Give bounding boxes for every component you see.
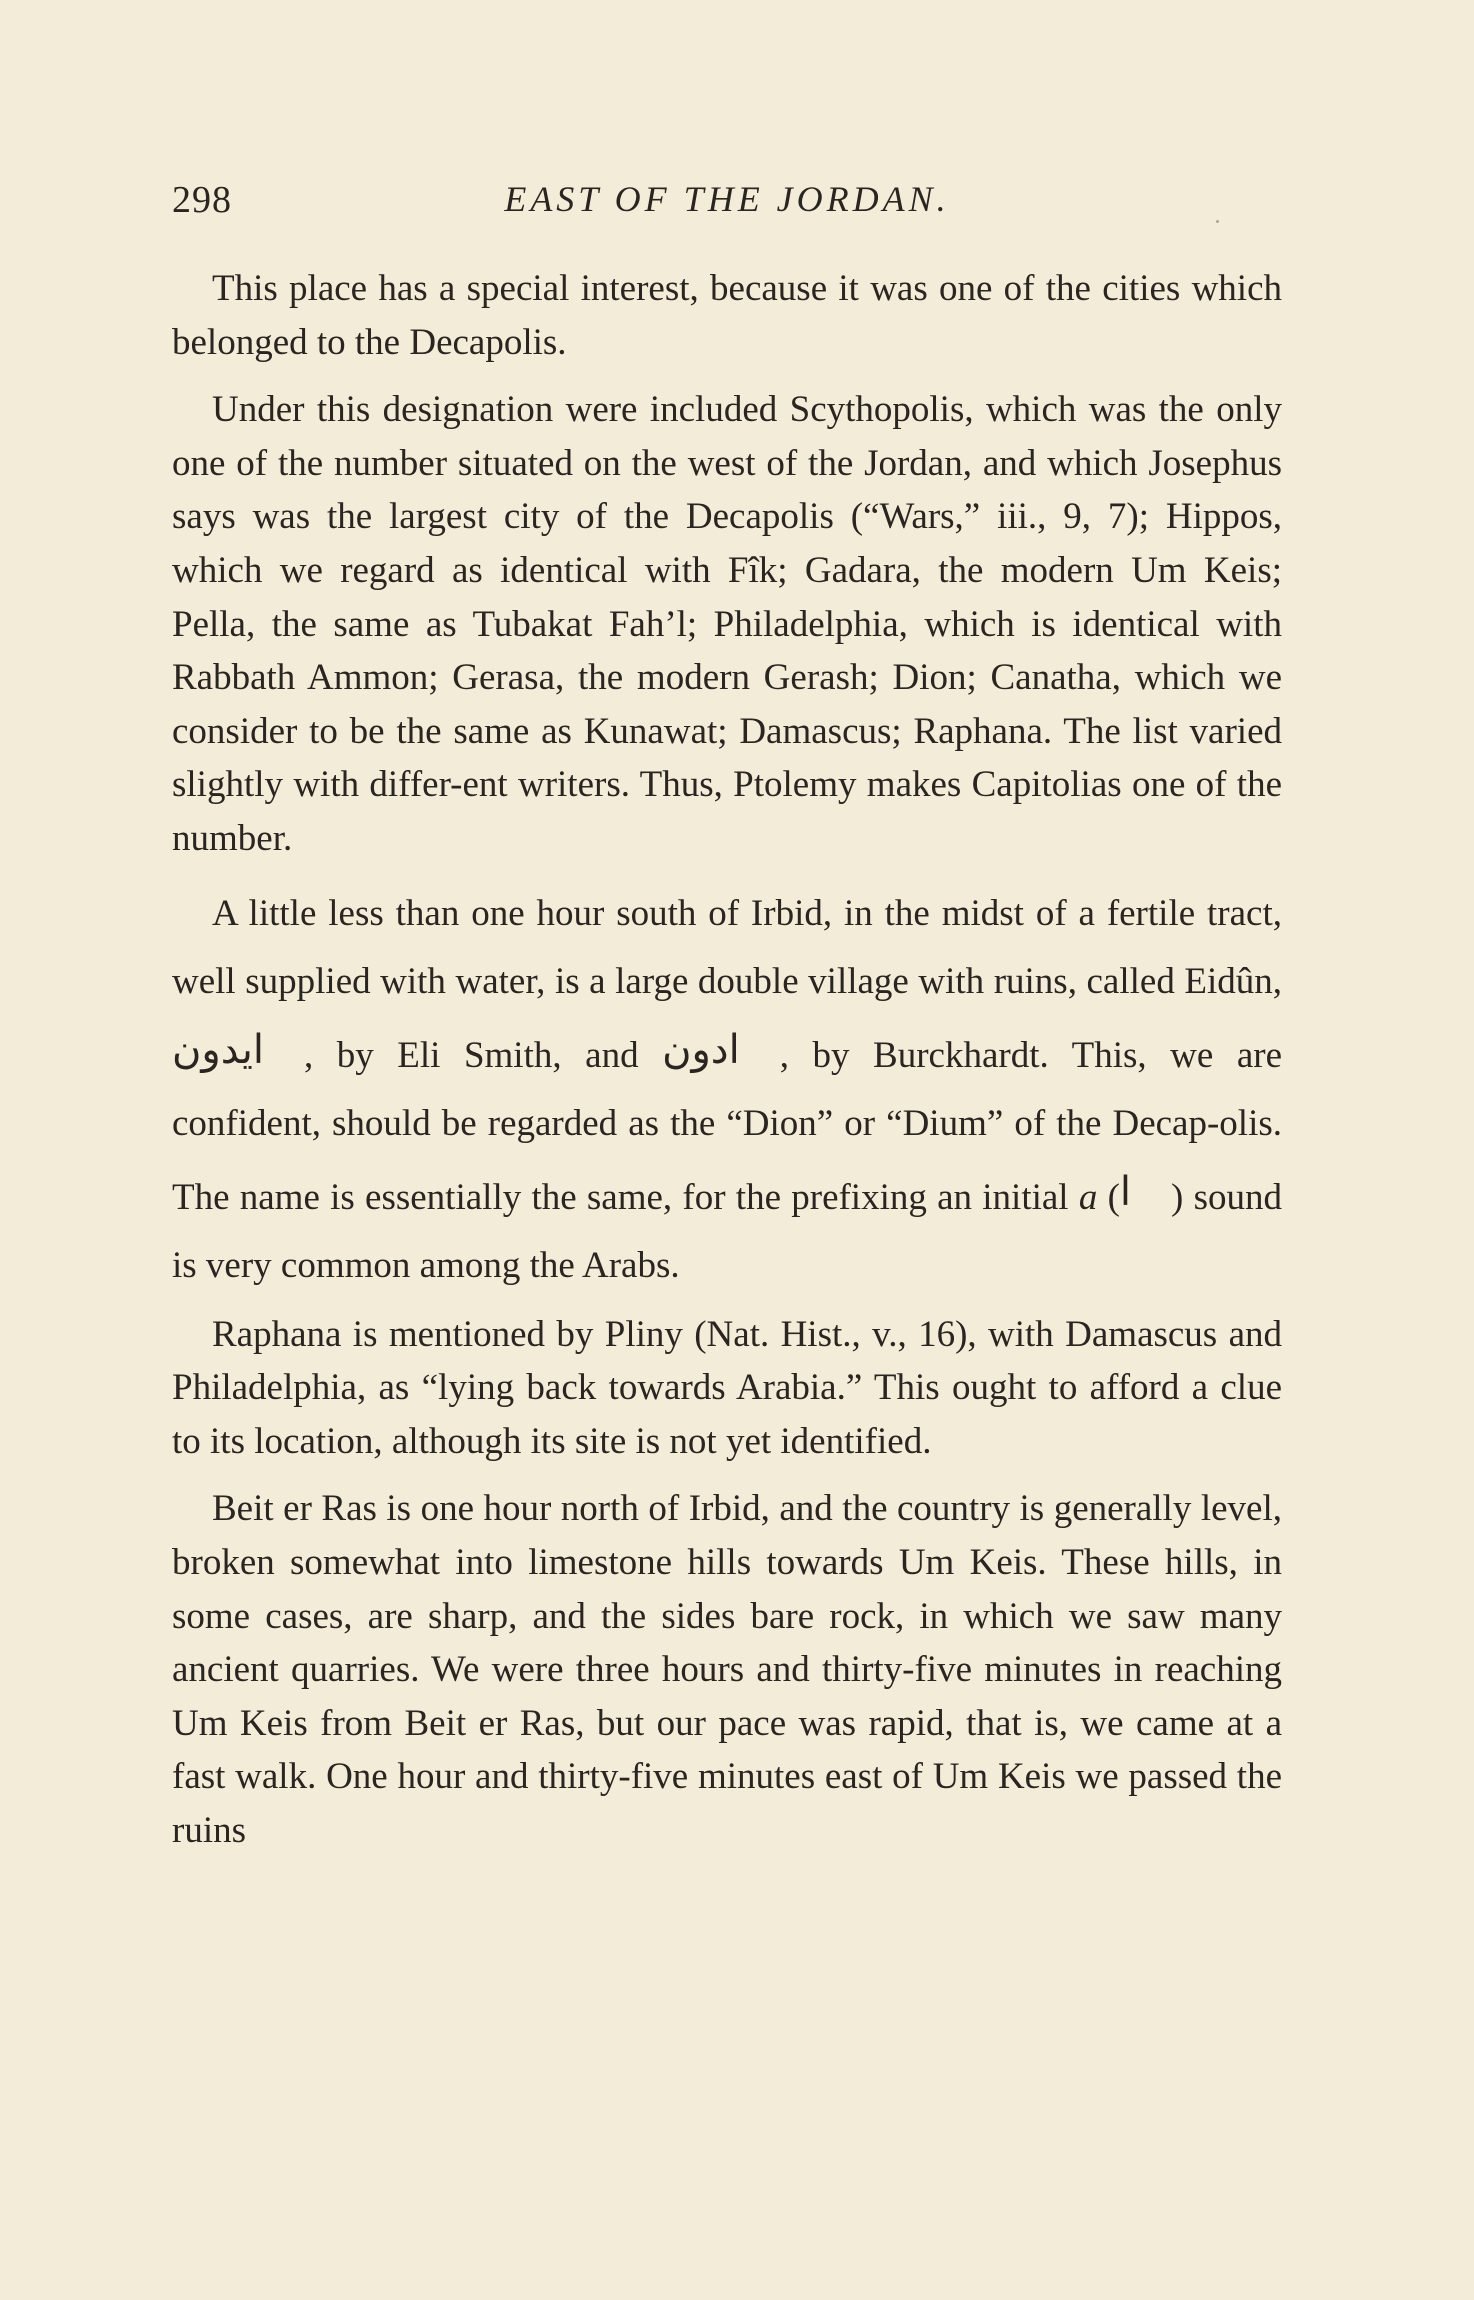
eidun-text-d: sound is very common among the Arabs. (172, 1176, 1282, 1286)
page-header (172, 178, 1282, 238)
arabic-eidun-burckhardt: ادون (662, 1026, 740, 1073)
paragraph-beit-er-ras: Beit er Ras is one hour north of Irbid, and the country is generally level, broken somewhat into limestone hills towards Um Keis. These hills, in some cases, are sharp, and the sides bare rock, in which we saw many ancient quarries. We were three hours and thirty-five minutes in reaching Um Keis from Beit er Ras, but our pace was rapid, that is, we came at a fast walk. One hour and thirty-five minutes east of Um Keis we passed the ruins (172, 1488, 1282, 1851)
paren-open: ( (1097, 1176, 1120, 1218)
paren-close: ) (1171, 1176, 1184, 1218)
eidun-text-b: , by Eli Smith, and (303, 1034, 639, 1076)
paragraph-decapolis-cities: Under this designation were included Scythopolis, which was the only one of the number situated on the west of the Jordan, and which Josephus says was the largest city of the Decapolis (“Wars,” iii., 9, 7); Hippos, which we regard as identical with Fîk; Gadara, the modern Um Keis; Pella, the same as Tubakat Fah’l; Philadelphia, which is identical with Rabbath Ammon; Gerasa, the modern Gerash; Dion; Canatha, which we consider to be the same as Kunawat; Damascus; Raphana. The list varied slightly with differ-ent writers. Thus, Ptolemy makes Capitolias one of the number. (172, 389, 1282, 859)
paragraph-decapolis-intro: This place has a special interest, because it was one of the cities which belonged to the Decapolis. (172, 268, 1282, 363)
body-text (172, 262, 1282, 1871)
page-number: 298 (172, 179, 232, 221)
arabic-eidun-smith: ايدون (172, 1026, 264, 1073)
italic-letter-a: a (1078, 1176, 1098, 1218)
running-head: EAST OF THE JORDAN. (504, 179, 950, 219)
eidun-text-c: , by Burckhardt. This, we are confident, should be regarded as the “Dion” or “Dium” of the Decap-olis. The name is essentially the same, for the prefixing an initial (172, 1034, 1282, 1218)
paragraph-raphana: Raphana is mentioned by Pliny (Nat. Hist., v., 16), with Damascus and Philadelphia, as “lying back towards Arabia.” This ought to afford a clue to its location, although its site is not yet identified. (172, 1313, 1282, 1462)
paper-speck (1216, 220, 1219, 223)
arabic-alif: ا (1119, 1168, 1132, 1215)
paragraph-eidun (172, 880, 1282, 1300)
eidun-text-a: A little less than one hour south of Irbid, in the midst of a fertile tract, well supplied with water, is a large double village with ruins, called Eidûn, (172, 892, 1282, 1002)
